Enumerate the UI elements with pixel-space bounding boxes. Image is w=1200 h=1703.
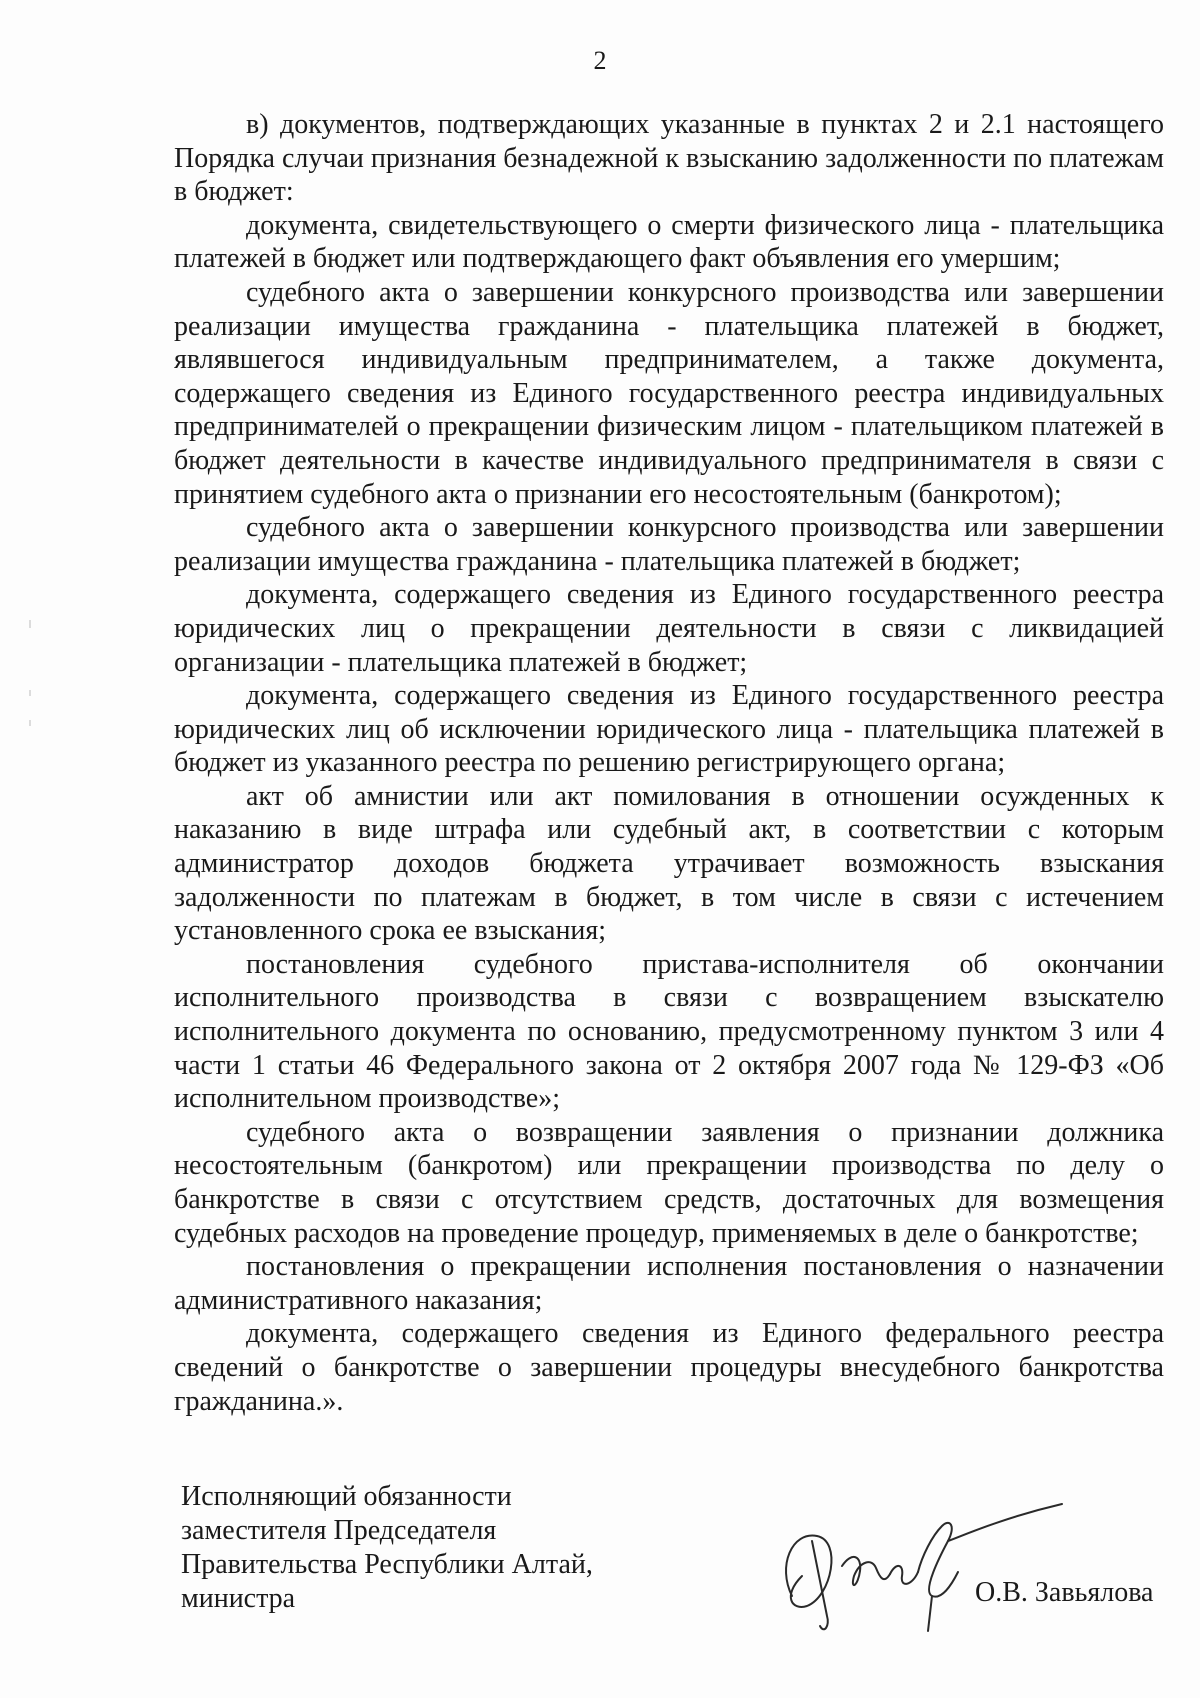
page-number: 2 — [593, 46, 607, 75]
handwritten-signature — [772, 1496, 1072, 1636]
paragraph-item: документа, свидетельствующего о смерти физического лица - плательщика платежей в бюджет или подтверждающего факт объявления его умершим; — [174, 209, 1164, 275]
document-body — [174, 108, 1164, 1418]
paragraph-item: судебного акта о завершении конкурсного производства или завершении реализации имущества гражданина - плательщика платежей в бюджет; — [174, 512, 1164, 577]
paragraph-item: судебного акта о возвращении заявления о признании должника несостоятельным (банкротом) или прекращении производства по делу о банкротстве в связи с отсутствием средств, достаточных для возмещения судебных расходов на проведение процедур, применяемых в деле о банкротстве; — [174, 1116, 1164, 1249]
scan-edge-marks — [0, 0, 40, 1698]
paragraph-intro: в) документов, подтверждающих указанные в пунктах 2 и 2.1 настоящего Порядка случаи признания безнадежной к взысканию задолженности по платежам в бюджет: — [174, 109, 1164, 208]
signer-name: О.В. Завьялова — [975, 1577, 1154, 1608]
paragraph-item: постановления судебного пристава-исполнителя об окончании исполнительного производства в связи с возвращением взыскателю исполнительного документа по основанию, предусмотренному пунктом 3 или 4 части 1 статьи 46 Федерального закона от 2 октября 2007 года № 129-ФЗ «Об исполнительном производстве»; — [174, 948, 1164, 1115]
paragraph-item: документа, содержащего сведения из Единого государственного реестра юридических лиц о прекращении деятельности в связи с ликвидацией организации - плательщика платежей в бюджет; — [174, 579, 1164, 678]
signer-position-line: министра — [181, 1583, 296, 1614]
paragraph-item: документа, содержащего сведения из Единого федерального реестра сведений о банкротстве о завершении процедуры внесудебного банкротства гражданина.». — [174, 1318, 1164, 1417]
signer-position — [181, 1480, 593, 1616]
signer-position-line: заместителя Председателя — [181, 1515, 497, 1546]
signer-position-line: Правительства Республики Алтай, — [181, 1549, 593, 1580]
paragraph-item: судебного акта о завершении конкурсного производства или завершении реализации имущества гражданина - плательщика платежей в бюджет, являвшегося индивидуальным предпринимателем, а также документа, содержащего сведения из Единого государственного реестра индивидуальных предпринимателей о прекращении физическим лицом - плательщиком платежей в бюджет деятельности в качестве индивидуального предпринимателя в связи с принятием судебного акта о признании его несостоятельным (банкротом); — [174, 276, 1164, 510]
signer-position-line: Исполняющий обязанности — [181, 1481, 512, 1512]
paragraph-item: постановления о прекращении исполнения постановления о назначении административного наказания; — [174, 1251, 1164, 1316]
paragraph-item: акт об амнистии или акт помилования в отношении осужденных к наказанию в виде штрафа или судебный акт, в соответствии с которым администратор доходов бюджета утрачивает возможность взыскания задолженности по платежам в бюджет, в том числе в связи с истечением установленного срока ее взыскания; — [174, 780, 1164, 947]
paragraph-item: документа, содержащего сведения из Единого государственного реестра юридических лиц об исключении юридического лица - плательщика платежей в бюджет из указанного реестра по решению регистрирующего органа; — [174, 680, 1164, 779]
